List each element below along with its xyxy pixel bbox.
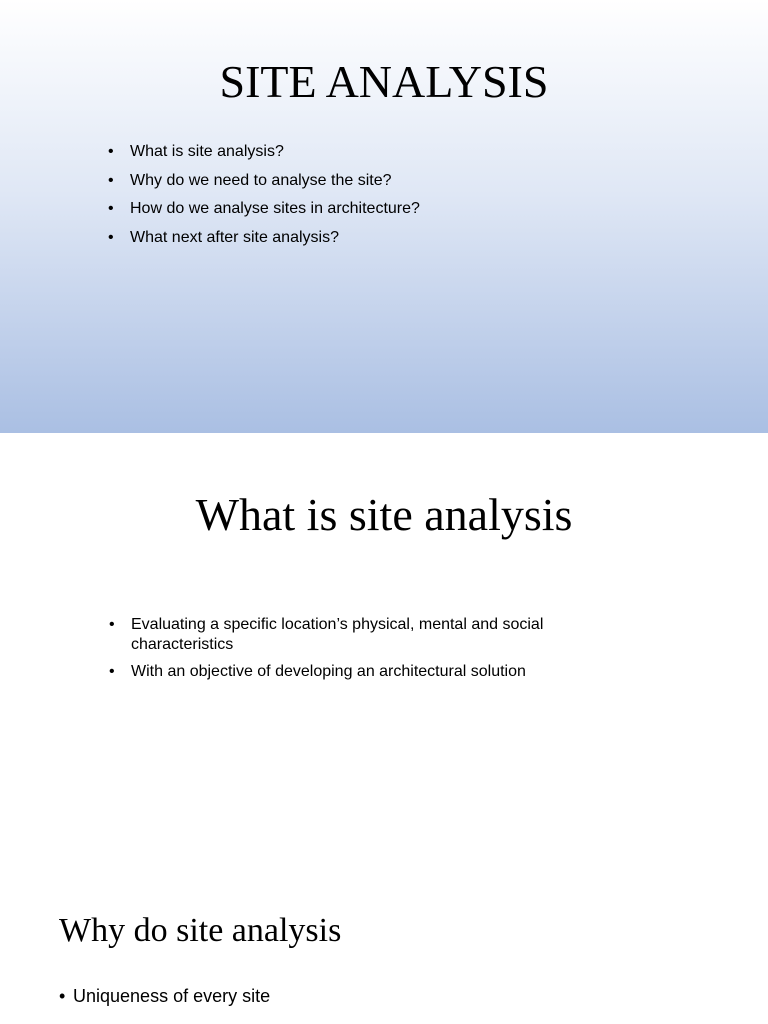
bullet-dot-icon: • [109,616,115,633]
slide-1-bullet-list [108,142,668,257]
bullet-item [108,199,668,219]
bullet-text: Evaluating a specific location’s physical, mental and social characteristics [131,616,544,653]
bullet-text: Uniqueness of every site [73,986,271,1006]
slide-2-bullet-list [109,615,609,689]
bullet-text: What is site analysis? [130,143,284,160]
bullet-dot-icon: • [59,986,66,1006]
bullet-dot-icon: • [108,200,114,218]
bullet-item [108,142,668,162]
slide-2-title: What is site analysis [195,489,573,540]
slide-3-bullet-list [59,985,659,1007]
bullet-dot-icon: • [108,171,114,189]
bullet-item [109,615,609,655]
bullet-item [108,228,668,248]
bullet-dot-icon: • [109,663,115,680]
bullet-text: Why do we need to analyse the site? [130,171,392,189]
slide-2 [0,433,768,865]
slide-1-title: SITE ANALYSIS [219,56,549,107]
bullet-item [109,662,609,682]
bullet-item [108,171,668,191]
bullet-item [59,985,659,1007]
bullet-dot-icon: • [108,143,114,160]
bullet-text: How do we analyse sites in architecture? [130,200,420,218]
slide-3 [0,865,768,1024]
bullet-dot-icon: • [108,229,114,247]
slide-3-title: Why do site analysis [59,912,342,949]
bullet-text: With an objective of developing an architectural solution [131,663,526,680]
slide-1 [0,0,768,433]
bullet-text: What next after site analysis? [130,229,339,247]
